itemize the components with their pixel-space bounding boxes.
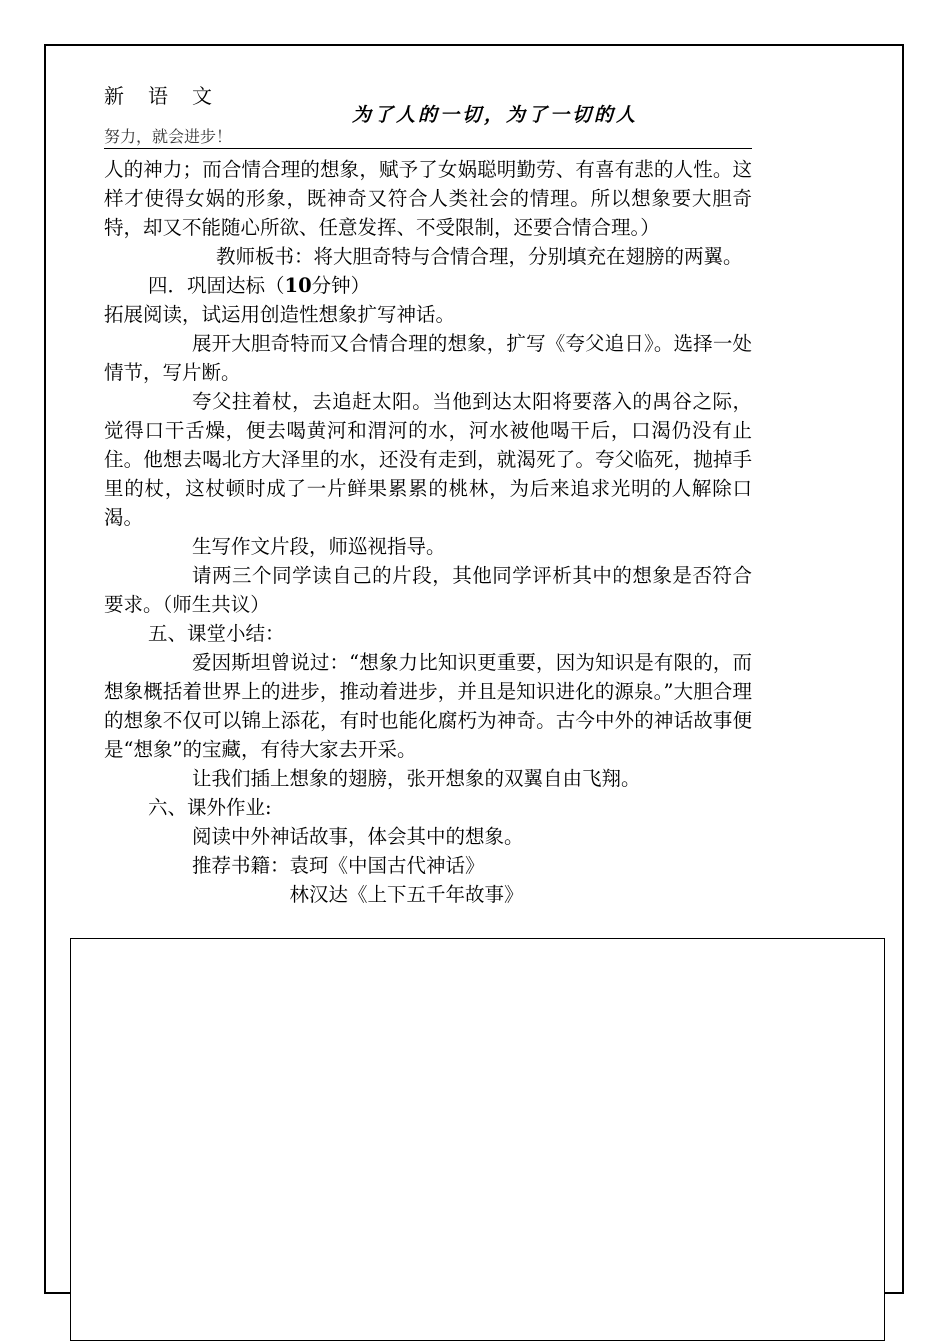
task-intro: 拓展阅读，试运用创造性想象扩写神话。 — [104, 303, 456, 326]
homework-book-1: 推荐书籍：袁珂《中国古代神话》 — [192, 854, 485, 877]
lesson-body — [104, 155, 752, 909]
story-kuafu: 夸父拄着杖，去追赶太阳。当他到达太阳将要落入的禺谷之际，觉得口干舌燥，便去喝黄河和渭河的水，河水被他喝干后，口渴仍没有止住。他想去喝北方大泽里的水，还没有走到，就渴死了。夸父临死，抛掉手里的杖，这杖顿时成了一片鲜果累累的桃林，为后来追求光明的人解除口渴。 — [104, 390, 752, 529]
section-4-duration: 10 — [284, 274, 312, 297]
homework-book-2-title: 林汉达《上下五千年故事》 — [289, 883, 524, 906]
closing-sentence: 让我们插上想象的翅膀，张开想象的双翼自由飞翔。 — [192, 767, 641, 790]
section-4-heading — [104, 271, 752, 300]
homework-reading: 阅读中外神话故事，体会其中的想象。 — [192, 825, 524, 848]
section-4-unit: 分钟） — [311, 274, 371, 297]
activity-writing: 生写作文片段，师巡视指导。 — [192, 535, 446, 558]
homework-book-2 — [104, 880, 752, 909]
summary-quote: 爱因斯坦曾说过：“想象力比知识更重要，因为知识是有限的，而想象概括着世界上的进步，推动着进步，并且是知识进化的源泉。”大胆合理的想象不仅可以锦上添花，有时也能化腐朽为神奇。古今中外的神话故事便是“想象”的宝藏，有待大家去开采。 — [104, 651, 752, 761]
header-slogan: 努力，就会进步！ — [104, 127, 233, 146]
blank-overlay-box — [70, 938, 885, 1341]
section-4-title: 四．巩固达标（ — [148, 274, 285, 297]
teacher-board-note: 教师板书：将大胆奇特与合情合理，分别填充在翅膀的两翼。 — [216, 245, 743, 268]
section-6-heading: 六、课外作业: — [148, 796, 272, 819]
header-divider — [104, 148, 752, 149]
header-motto: 为了人的一切，为了一切的人 — [352, 104, 639, 126]
subject-title: 新语文 — [104, 84, 236, 108]
activity-review: 请两三个同学读自己的片段，其他同学评析其中的想象是否符合要求。（师生共议） — [104, 564, 752, 616]
section-5-heading: 五、课堂小结： — [148, 622, 285, 645]
task-detail: 展开大胆奇特而又合情合理的想象，扩写《夸父追日》。选择一处情节，写片断。 — [104, 332, 752, 384]
paragraph-imagination-explanation: 人的神力；而合情合理的想象，赋予了女娲聪明勤劳、有喜有悲的人性。这样才使得女娲的形象，既神奇又符合人类社会的情理。所以想象要大胆奇特，却又不能随心所欲、任意发挥、不受限制，还要合情合理。） — [104, 158, 752, 239]
